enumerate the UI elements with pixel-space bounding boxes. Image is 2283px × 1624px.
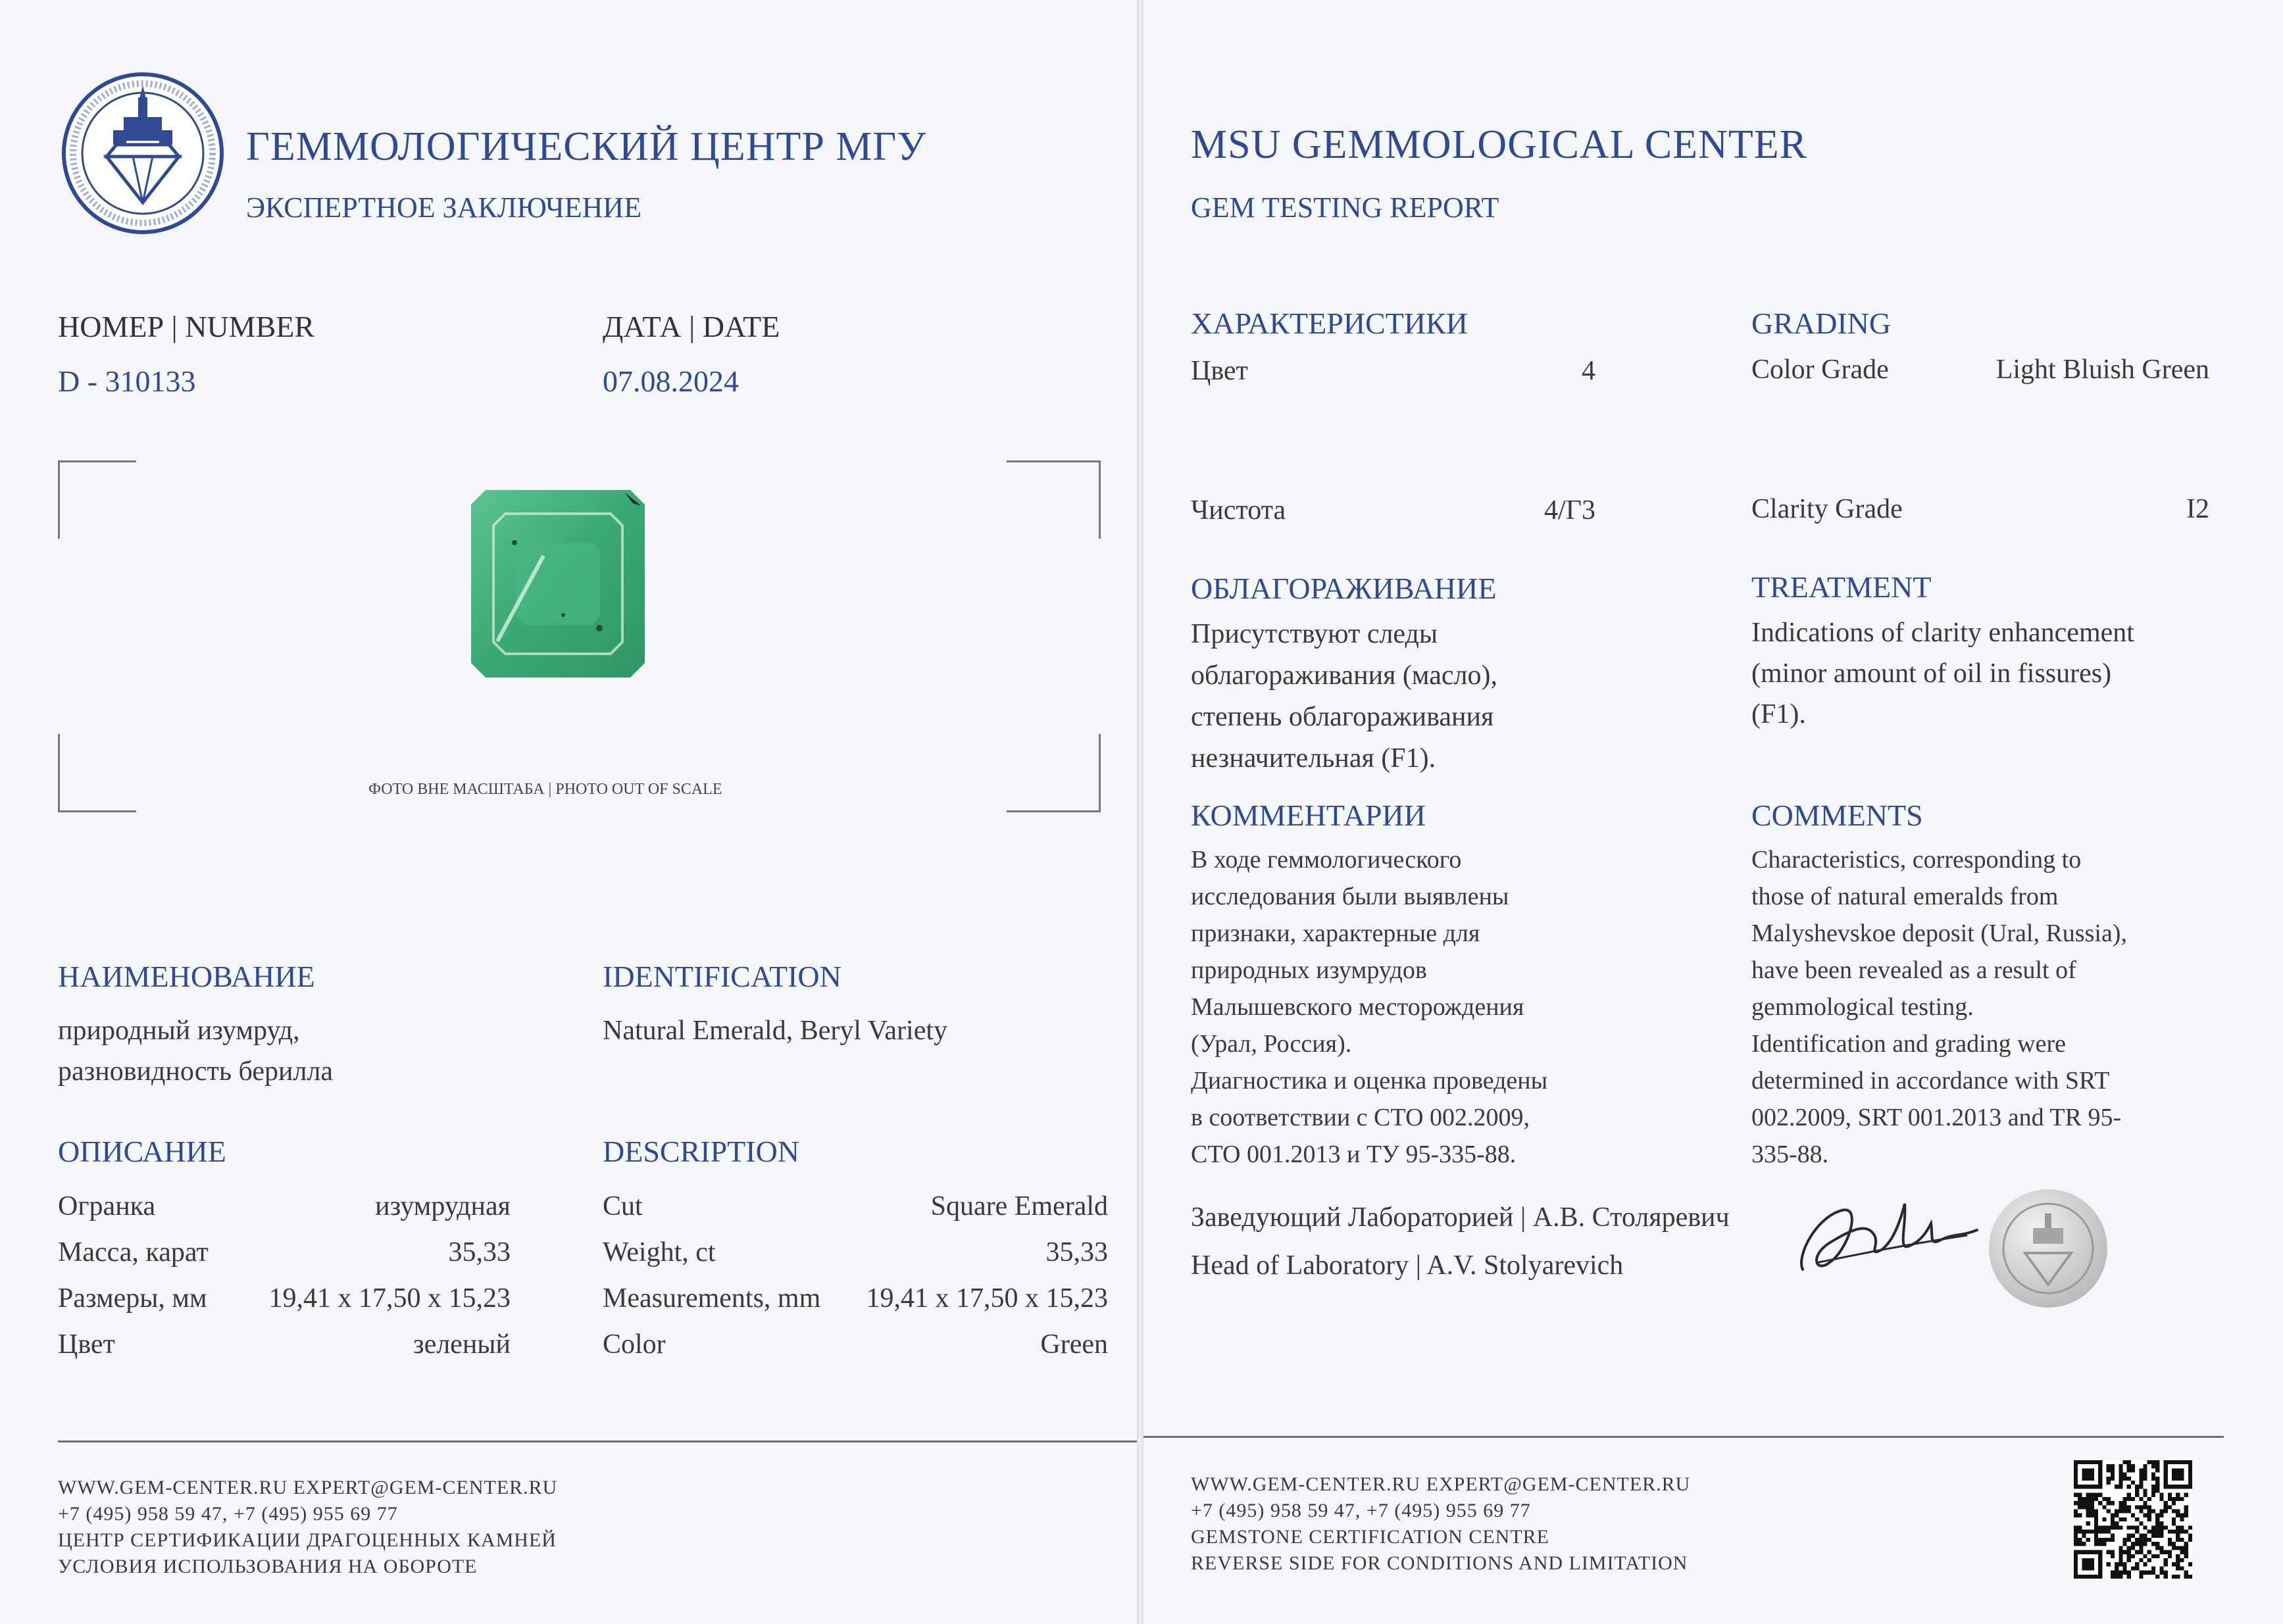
description-ru-value: 35,33 xyxy=(448,1237,511,1267)
treatment-ru-line: степень облагораживания xyxy=(1191,702,1494,732)
footer-ru-line: WWW.GEM-CENTER.RU EXPERT@GEM-CENTER.RU xyxy=(58,1477,558,1498)
footer-en-line: WWW.GEM-CENTER.RU EXPERT@GEM-CENTER.RU xyxy=(1191,1473,1691,1495)
emerald-photo xyxy=(471,490,645,677)
description-ru-label: Размеры, мм xyxy=(58,1283,207,1314)
color-en-value: Light Bluish Green xyxy=(1995,355,2209,385)
color-ru-label: Цвет xyxy=(1191,356,1248,386)
description-head-ru: ОПИСАНИЕ xyxy=(58,1135,226,1168)
footer-en-line: +7 (495) 958 59 47, +7 (495) 955 69 77 xyxy=(1191,1500,1531,1521)
photo-frame-bottom-right xyxy=(1007,734,1101,812)
description-en-label: Color xyxy=(603,1329,666,1360)
clarity-en-value: I2 xyxy=(2186,494,2209,524)
footer-en-line: GEMSTONE CERTIFICATION CENTRE xyxy=(1191,1526,1549,1548)
grading-head-en: GRADING xyxy=(1751,307,1892,340)
comments-en-line: determined in accordance with SRT xyxy=(1751,1067,2110,1095)
treatment-head-ru: ОБЛАГОРАЖИВАНИЕ xyxy=(1191,572,1497,605)
clarity-ru-value: 4/Г3 xyxy=(1544,495,1595,526)
comments-ru-line: признаки, характерные для xyxy=(1191,920,1480,947)
comments-en-line: 335-88. xyxy=(1751,1141,1829,1168)
grading-head-ru: ХАРАКТЕРИСТИКИ xyxy=(1191,307,1468,340)
photo-frame-top-right xyxy=(1007,460,1101,539)
description-ru-value: изумрудная xyxy=(375,1191,511,1221)
photo-frame-top-left xyxy=(58,460,136,539)
description-en-value: 35,33 xyxy=(1045,1237,1108,1267)
comments-ru-line: Диагностика и оценка проведены xyxy=(1191,1067,1548,1095)
comments-ru-line: в соответствии с СТО 002.2009, xyxy=(1191,1104,1530,1131)
comments-ru-line: (Урал, Россия). xyxy=(1191,1030,1352,1058)
footer-divider-left xyxy=(58,1440,1137,1442)
identification-head-ru: НАИМЕНОВАНИЕ xyxy=(58,960,315,993)
comments-en-line: Malyshevskoe deposit (Ural, Russia), xyxy=(1751,920,2127,947)
identification-ru-line2: разновидность берилла xyxy=(58,1056,334,1087)
date-value: 07.08.2024 xyxy=(603,364,739,398)
comments-en-line: Characteristics, corresponding to xyxy=(1751,846,2082,874)
seal-stamp-icon xyxy=(1987,1187,2109,1310)
treatment-en-line: Indications of clarity enhancement xyxy=(1751,618,2134,648)
number-value: D - 310133 xyxy=(58,364,196,398)
signer-en: Head of Laboratory | A.V. Stolyarevich xyxy=(1191,1250,1624,1281)
report-title-ru: ЭКСПЕРТНОЕ ЗАКЛЮЧЕНИЕ xyxy=(246,191,642,224)
description-en-value: Green xyxy=(1040,1329,1108,1360)
signer-ru: Заведующий Лабораторией | А.В. Столяревич xyxy=(1191,1202,1730,1233)
comments-en-line: gemmological testing. xyxy=(1751,993,1974,1021)
description-ru-label: Масса, карат xyxy=(58,1237,209,1267)
treatment-en-line: (F1). xyxy=(1751,699,1806,729)
description-en-label: Weight, ct xyxy=(603,1237,716,1267)
treatment-head-en: TREATMENT xyxy=(1751,570,1932,604)
photo-caption: ФОТО ВНЕ МАСШТАБА | PHOTO OUT OF SCALE xyxy=(368,781,722,798)
description-en-value: 19,41 x 17,50 x 15,23 xyxy=(866,1283,1108,1314)
identification-en-value: Natural Emerald, Beryl Variety xyxy=(603,1016,948,1046)
color-en-label: Color Grade xyxy=(1751,355,1889,385)
qr-code-icon xyxy=(2074,1460,2192,1579)
footer-en-line: REVERSE SIDE FOR CONDITIONS AND LIMITATION xyxy=(1191,1552,1688,1574)
page-fold xyxy=(1137,0,1143,1624)
report-title-en: GEM TESTING REPORT xyxy=(1191,191,1499,224)
description-ru-label: Огранка xyxy=(58,1191,156,1221)
comments-ru-line: исследования были выявлены xyxy=(1191,883,1509,910)
footer-ru-line: +7 (495) 958 59 47, +7 (495) 955 69 77 xyxy=(58,1503,398,1525)
comments-ru-line: природных изумрудов xyxy=(1191,956,1427,984)
treatment-ru-line: незначительная (F1). xyxy=(1191,743,1436,774)
clarity-en-label: Clarity Grade xyxy=(1751,494,1903,524)
date-label: ДАТА | DATE xyxy=(603,310,780,343)
msu-logo-icon xyxy=(61,71,225,235)
comments-en-line: have been revealed as a result of xyxy=(1751,956,2076,984)
color-ru-value: 4 xyxy=(1582,356,1595,386)
description-head-en: DESCRIPTION xyxy=(603,1135,800,1168)
number-label: НОМЕР | NUMBER xyxy=(58,310,315,343)
comments-head-ru: КОММЕНТАРИИ xyxy=(1191,799,1426,832)
description-en-label: Cut xyxy=(603,1191,643,1221)
comments-head-en: COMMENTS xyxy=(1751,799,1923,832)
photo-frame-bottom-left xyxy=(58,734,136,812)
comments-ru-line: В ходе геммологического xyxy=(1191,846,1462,874)
clarity-ru-label: Чистота xyxy=(1191,495,1286,526)
description-ru-value: 19,41 x 17,50 x 15,23 xyxy=(268,1283,511,1314)
comments-en-line: 002.2009, SRT 001.2013 and TR 95- xyxy=(1751,1104,2122,1131)
comments-en-line: those of natural emeralds from xyxy=(1751,883,2059,910)
comments-ru-line: СТО 001.2013 и ТУ 95-335-88. xyxy=(1191,1141,1517,1168)
identification-head-en: IDENTIFICATION xyxy=(603,960,841,993)
description-ru-label: Цвет xyxy=(58,1329,115,1360)
russian-page xyxy=(0,0,1137,1624)
footer-ru-line: УСЛОВИЯ ИСПОЛЬЗОВАНИЯ НА ОБОРОТЕ xyxy=(58,1556,478,1577)
identification-ru-line1: природный изумруд, xyxy=(58,1016,300,1046)
treatment-en-line: (minor amount of oil in fissures) xyxy=(1751,658,2112,689)
comments-en-line: Identification and grading were xyxy=(1751,1030,2066,1058)
comments-ru-line: Малышевского месторождения xyxy=(1191,993,1524,1021)
treatment-ru-line: Присутствуют следы xyxy=(1191,619,1438,649)
description-en-value: Square Emerald xyxy=(930,1191,1108,1221)
footer-divider-right xyxy=(1143,1436,2224,1438)
description-ru-value: зеленый xyxy=(413,1329,511,1360)
footer-ru-line: ЦЕНТР СЕРТИФИКАЦИИ ДРАГОЦЕННЫХ КАМНЕЙ xyxy=(58,1529,557,1551)
org-title-en: MSU GEMMOLOGICAL CENTER xyxy=(1191,122,1807,167)
org-title-ru: ГЕММОЛОГИЧЕСКИЙ ЦЕНТР МГУ xyxy=(246,124,927,169)
description-en-label: Measurements, mm xyxy=(603,1283,821,1314)
treatment-ru-line: облагораживания (масло), xyxy=(1191,660,1497,691)
signature-icon xyxy=(1790,1177,1980,1289)
